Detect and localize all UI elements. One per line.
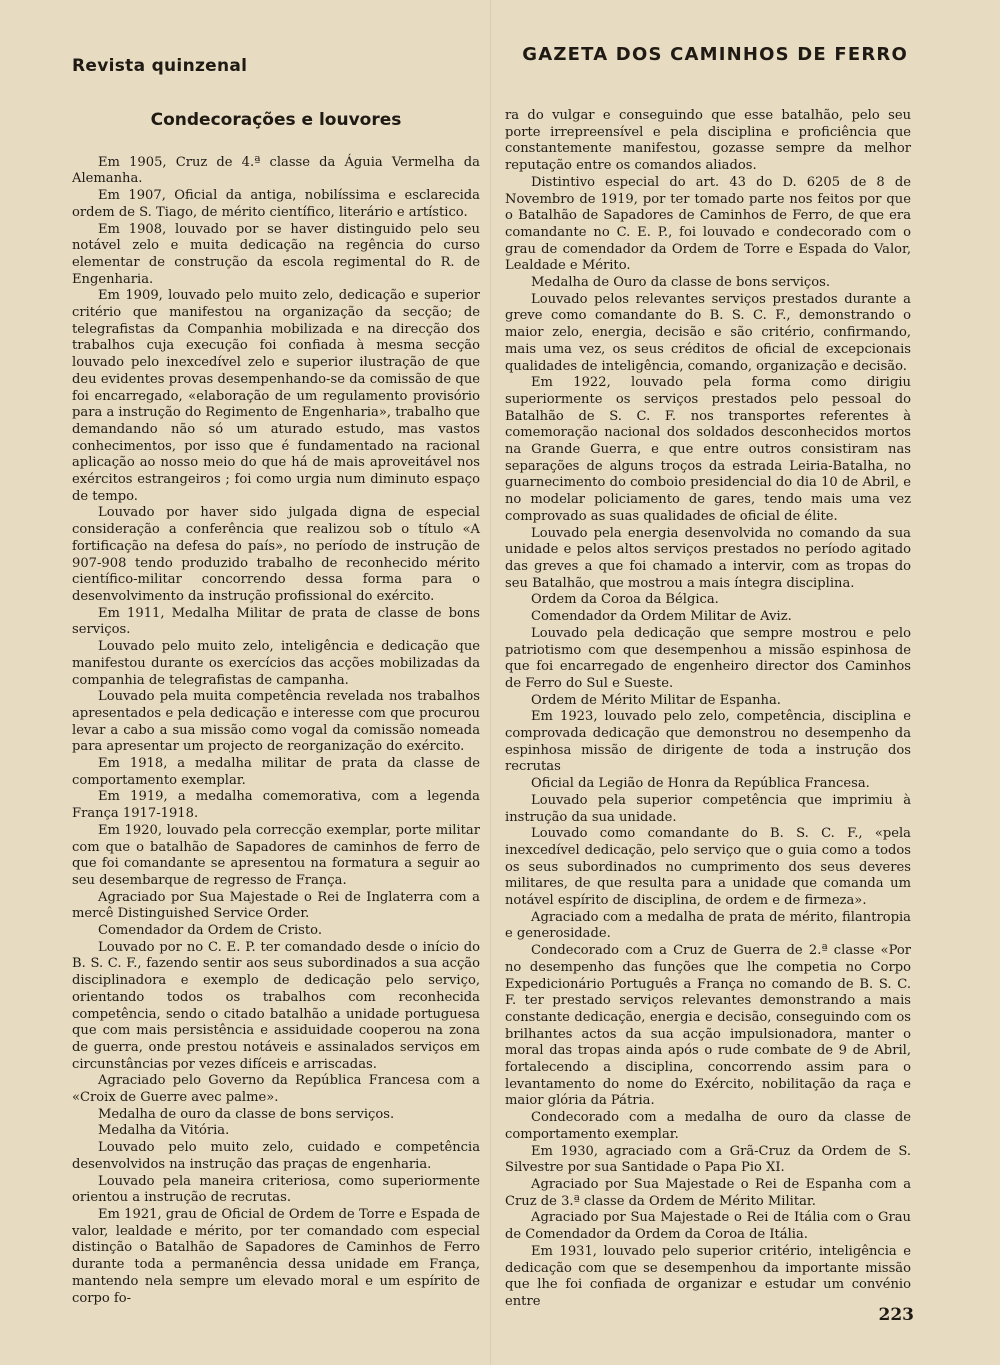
paragraph: Ordem da Coroa da Bélgica. <box>531 592 719 608</box>
paragraph: Louvado como comandante do B. S. C. F., «pela inexcedível dedicação, pelo serviço que o guia como a todos os seus subordinados no cumprimento dos seus deveres militares, de que resulta para a unidade que comanda um notável espírito de disciplina, de ordem e de firmeza». <box>505 826 911 909</box>
paragraph: Em 1905, Cruz de 4.ª classe da Águia Vermelha da Alemanha. <box>72 154 480 187</box>
paragraph: Medalha de Ouro da classe de bons serviços. <box>531 275 831 291</box>
paragraph: Agraciado com a medalha de prata de mérito, filantropia e generosidade. <box>505 909 911 942</box>
paragraph: Medalha de ouro da classe de bons serviços. <box>98 1106 395 1122</box>
paragraph: Louvado por haver sido julgada digna de especial consideração a conferência que realizou sob o título «A fortificação na defesa do país», no período de instrução de 907-908 tendo produzido trabalho de reconhecido mérito científico-militar concorrendo dessa forma para o desenvolvimento da instrução profissional do exército. <box>72 505 480 604</box>
paragraph: Louvado pela superior competência que imprimiu à instrução da sua unidade. <box>505 792 911 825</box>
paragraph: Em 1911, Medalha Militar de prata de classe de bons serviços. <box>72 605 480 638</box>
paragraph: Louvado pela energia desenvolvida no comando da sua unidade e pelos altos serviços prestados no período agitado das greves a que foi chamado a intervir, com as tropas do seu Batalhão, que mostrou a mais íntegra disciplina. <box>505 525 911 591</box>
paragraph: Louvado pelos relevantes serviços prestados durante a greve como comandante do B. S. C. F., demonstrando o maior zelo, energia, decisão e são critério, confirmando, mais uma vez, os seus créditos de oficial de excepcionais qualidades de inteligência, comando, organização e decisão. <box>505 291 911 374</box>
paragraph: Em 1918, a medalha militar de prata da classe de comportamento exemplar. <box>72 756 480 788</box>
paragraph: Em 1908, louvado por se haver distinguido pelo seu notável zelo e muita dedicação na regência do curso elementar de construção da escola regimental do R. de Engenharia. <box>72 221 480 287</box>
paragraph-continued: ra do vulgar e conseguindo que esse batalhão, pelo seu porte irrepreensível e pela disciplina e proficiência que constantemente manifestou, gozasse sempre da melhor reputação entre os comandos aliados. <box>505 108 911 174</box>
page-fold-shadow <box>490 0 491 1365</box>
page-number: 223 <box>878 1305 914 1325</box>
paragraph: Em 1930, agraciado com a Grã-Cruz da Ordem de S. Silvestre por sua Santidade o Papa Pio XI. <box>505 1143 911 1176</box>
paragraph: Em 1919, a medalha comemorativa, com a legenda França 1917-1918. <box>72 789 480 822</box>
header-right: GAZETA DOS CAMINHOS DE FERRO <box>522 44 908 65</box>
paragraph: Em 1923, louvado pelo zelo, competência, disciplina e comprovada dedicação que demonstrou no desempenho da espinhosa missão de dirigente de toda a instrução dos recrutas <box>505 709 911 775</box>
paragraph: Condecorado com a medalha de ouro da classe de comportamento exemplar. <box>505 1110 911 1142</box>
paragraph: Comendador da Ordem de Cristo. <box>98 923 322 939</box>
paragraph: Oficial da Legião de Honra da República Francesa. <box>531 776 870 792</box>
paragraph: Agraciado por Sua Majestade o Rei de Espanha com a Cruz de 3.ª classe da Ordem de Mérito Militar. <box>505 1177 911 1209</box>
paragraph: Em 1921, grau de Oficial de Ordem de Torre e Espada de valor, lealdade e mérito, por ter comandado com especial distinção o Batalhão de Sapadores de Caminhos de Ferro durante toda a permanência dessa unidade em França, mantendo nela sempre um elevado moral e um espírito de corpo fo- <box>72 1207 480 1306</box>
paragraph: Em 1931, louvado pelo superior critério, inteligência e dedicação com que se desempenhou da importante missão que lhe foi confiada de organizar e estudar um convénio entre <box>505 1243 911 1309</box>
paragraph: Medalha da Vitória. <box>98 1123 230 1139</box>
paragraph: Ordem de Mérito Militar de Espanha. <box>531 692 781 708</box>
paragraph: Em 1909, louvado pelo muito zelo, dedicação e superior critério que manifestou na organização da secção; de telegrafistas da Companhia mobilizada e na direcção dos trabalhos cuja execução foi confiada à mesma secção louvado pelo inexcedível zelo e superior ilustração de que deu evidentes provas desempenhando-se da comissão de que foi encarregado, «elaboração de um regulamento provisório para a instrução do Regimento de Engenharia», trabalho que demandando não só um aturado estudo, mas vastos conhecimentos, por isso que é fundamentado na racional aplicação ao nosso meio do que há de mais aproveitável nos exércitos estrangeiros ; foi como urgia num diminuto espaço de tempo. <box>72 288 480 504</box>
paragraph: Agraciado por Sua Majestade o Rei de Itália com o Grau de Comendador da Ordem da Coroa de Itália. <box>505 1210 911 1243</box>
paragraph: Louvado pelo muito zelo, cuidado e competência desenvolvidos na instrução das praças de engenharia. <box>72 1140 480 1172</box>
paragraph: Em 1907, Oficial da antiga, nobilíssima e esclarecida ordem de S. Tiago, de mérito científico, literário e artístico. <box>72 188 480 220</box>
paragraph: Louvado pela muita competência revelada nos trabalhos apresentados e pela dedicação e interesse com que procurou levar a cabo a sua missão como vogal da comissão nomeada para apresentar um projecto de reorganização do exército. <box>72 689 480 755</box>
paragraph: Louvado por no C. E. P. ter comandado desde o início do B. S. C. F., fazendo sentir aos seus subordinados a sua acção disciplinadora e exemplo de dedicação pelo serviço, orientando todos os trabalhos com reconhecida competência, sendo o citado batalhão a unidade portuguesa que com mais persistência e assiduidade cooperou na zona de guerra, onde prestou notáveis e assinalados serviços em circunstâncias por vezes difíceis e arriscadas. <box>72 939 480 1072</box>
paragraph: Em 1922, louvado pela forma como dirigiu superiormente os serviços prestados pelo pessoal do Batalhão de S. C. F. nos transportes referentes à comemoração nacional dos soldados desconhecidos mortos na Grande Guerra, e que entre outros consistiram nas separações de alguns troços da estrada Leiria-Batalha, no guarnecimento do comboio presidencial do dia 10 de Abril, e no modelar policiamento de gares, tendo mais uma vez comprovado as suas qualidades de oficial de élite. <box>505 375 911 524</box>
article-title: Condecorações e louvores <box>150 110 402 130</box>
right-column <box>505 108 911 1311</box>
paragraph: Em 1920, louvado pela correcção exemplar, porte militar com que o batalhão de Sapadores de caminhos de ferro de que foi comandante se apresentou na formatura a seguir ao seu desembarque de regresso de França. <box>72 822 480 888</box>
paragraph: Louvado pela dedicação que sempre mostrou e pelo patriotismo com que desempenhou a missão espinhosa de que foi encarregado de engenheiro director dos Caminhos de Ferro do Sul e Sueste. <box>505 625 911 691</box>
header-left: Revista quinzenal <box>72 56 248 76</box>
left-column <box>72 108 480 1307</box>
paragraph: Agraciado pelo Governo da República Francesa com a «Croix de Guerre avec palme». <box>72 1073 480 1106</box>
paragraph: Louvado pela maneira criteriosa, como superiormente orientou a instrução de recrutas. <box>72 1173 480 1206</box>
paragraph: Comendador da Ordem Militar de Aviz. <box>531 609 792 625</box>
paragraph: Condecorado com a Cruz de Guerra de 2.ª classe «Por no desempenho das funções que lhe competia no Corpo Expedicionário Português a França no comando de B. S. C. F. ter prestado serviços relevantes demonstrando a mais constante dedicação, energia e decisão, conseguindo com os brilhantes actos da sua acção impulsionadora, manter o moral das tropas ainda após o rude combate de 9 de Abril, fortalecendo a disciplina, concorrendo assim para o levantamento do nome do Exército, nobilitação da raça e maior glória da Pátria. <box>505 943 911 1109</box>
paragraph: Louvado pelo muito zelo, inteligência e dedicação que manifestou durante os exercícios das acções mobilizadas da companhia de telegrafistas de campanha. <box>72 639 480 688</box>
paragraph: Distintivo especial do art. 43 do D. 6205 de 8 de Novembro de 1919, por ter tomado parte nos feitos por que o Batalhão de Sapadores de Caminhos de Ferro, de que era comandante no C. E. P., foi louvado e condecorado com o grau de comendador da Ordem de Torre e Espada do Valor, Lealdade e Mérito. <box>505 174 911 274</box>
paragraph: Agraciado por Sua Majestade o Rei de Inglaterra com a mercê Distinguished Service Order. <box>72 889 480 922</box>
